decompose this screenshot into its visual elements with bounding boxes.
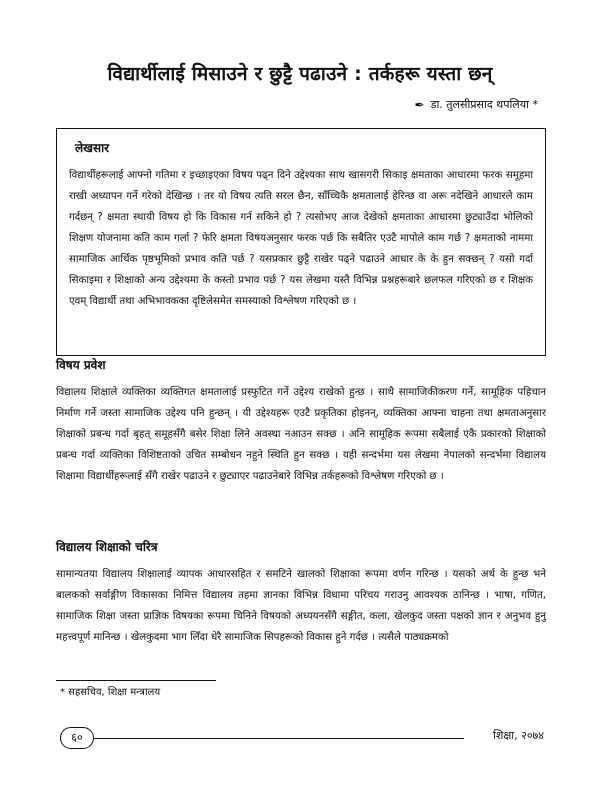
section-heading: विद्यालय शिक्षाको चरित्र (56, 540, 158, 554)
journal-name: शिक्षा, २०७४ (493, 729, 544, 742)
section-school-education-character (56, 538, 546, 648)
section-body: विद्यालय शिक्षाले व्यक्तिका व्यक्तिगत क्षमतालाई प्रस्फुटित गर्ने उद्देश्य राखेको हुन्छ । साथै सामाजिकीकरण गर्ने, सामूहिक पहिचान निर्माण गर्ने जस्ता सामाजिक उद्देश्य पनि हुन्छन् । यी उद्देश्यहरू एउटै प्रकृतिका होइनन्, व्यक्तिका आफ्ना चाहना तथा क्षमताअनुसार शिक्षाको प्रबन्ध गर्दा बृहत् समूहसँगै बसेर शिक्षा लिने अवस्था नआउन सक्छ । अनि सामूहिक रूपमा सबैलाई एकै प्रकारको शिक्षाको प्रबन्ध गर्दा व्यक्तिका विशिष्टताको उचित सम्बोधन नहुने स्थिति हुन सक्छ । यही सन्दर्भमा यस लेखमा नेपालको सन्दर्भमा विद्यालय शिक्षामा विद्यार्थीहरूलाई सँगै राखेर पढाउने र छुट्याएर पढाउनेबारे विभिन्न तर्कहरूको विश्लेषण गरिएको छ । (56, 387, 546, 482)
abstract-box (56, 128, 546, 356)
footer-divider (94, 738, 464, 739)
section-introduction (56, 356, 546, 487)
author-line (415, 97, 539, 112)
section-heading: विषय प्रवेश (56, 358, 106, 372)
pen-nib-icon: ✒ (414, 97, 425, 112)
author-name: डा. तुलसीप्रसाद थपलिया * (430, 98, 538, 111)
abstract-body: विद्यार्थीहरूलाई आफ्नो गतिमा र इच्छाइएका विषय पढ्न दिने उद्देश्यका साथ खासगरी सिकाइ क्षमताका आधारमा फरक समूहमा राखी अध्यापन गर्ने गरेको देखिन्छ । तर यो विषय त्यति सरल छैन, साँच्चिकै क्षमतालाई हेरिन्छ वा अरू नदेखिने आधारले काम गर्दछन् ? क्षमता स्थायी विषय हो कि विकास गर्न सकिने हो ? त्यसोभए आज देखेको क्षमताका आधारमा छुट्याउँदा भोलिको शिक्षण योजनामा कति काम गर्ला ? फेरि क्षमता विषयअनुसार फरक पर्छ कि सबैतिर एउटै मापोले काम गर्छ ? क्षमताको नाममा सामाजिक आर्थिक पृष्ठभूमिको प्रभाव कति पर्छ ? यसप्रकार छुट्टै राखेर पढ्ने पढाउने आधार के के हुन सक्छन् ? यसो गर्दा सिकाइमा र शिक्षाको अन्य उद्देश्यमा के कस्तो प्रभाव पर्छ ? यस लेखमा यस्तै विभिन्न प्रश्नहरूबारे छलफल गरिएको छ र शिक्षक एवम् विद्यार्थी तथा अभिभावकका दृष्टिलेसमेत समस्याको विश्लेषण गरिएको छ । (69, 170, 533, 307)
abstract-heading: लेखसार (75, 141, 110, 155)
section-body: सामान्यतया विद्यालय शिक्षालाई व्यापक आधारसहित र समटिने खालको शिक्षाका रूपमा वर्णन गरिन्छ । यसको अर्थ के हुन्छ भने बालकको सर्वाङ्गीण विकासका निमित्त विद्यालय तहमा ज्ञानका विभिन्न विधामा परिचय गराउनु आवश्यक ठानिन्छ । भाषा, गणित, सामाजिक शिक्षा जस्ता प्राज्ञिक विषयका रूपमा चिनिने विषयको अध्ययनसँगै सङ्गीत, कला, खेलकुद जस्ता पक्षको ज्ञान र अनुभव हुनु महत्त्वपूर्ण मानिन्छ । खेलकुदमा भाग लिँदा धेरै सामाजिक सिपहरूको विकास हुने गर्दछ । त्यसैले पाठ्यक्रमको (56, 569, 546, 643)
footnote-divider (56, 680, 216, 681)
page-number: ६० (60, 727, 94, 749)
article-title: विद्यार्थीलाई मिसाउने र छुट्टै पढाउने : तर्कहरू यस्ता छन् (107, 63, 493, 85)
footnote: * सहसचिव, शिक्षा मन्त्रालय (60, 687, 161, 698)
